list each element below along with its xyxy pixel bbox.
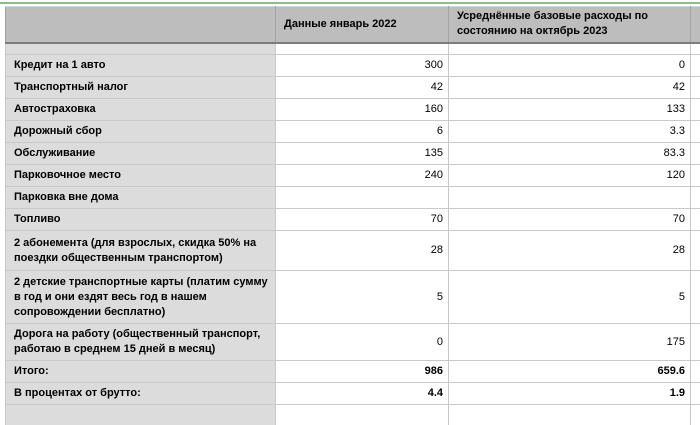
row-label-cell[interactable]: В процентах от брутто: [6,383,276,405]
row-label-cell[interactable]: Парковка вне дома [6,187,276,209]
row-label-cell[interactable]: 2 абонемента (для взрослых, скидка 50% на поездки общественным транспортом) [6,231,276,271]
value-cell-jan-2022[interactable] [276,187,449,209]
value-cell-oct-2023[interactable]: 3.3 [449,121,691,143]
value-cell-jan-2022[interactable]: 42 [276,77,449,99]
filler-cell[interactable] [691,43,700,55]
value-cell-jan-2022[interactable]: 4.4 [276,383,449,405]
value-cell-oct-2023[interactable] [449,187,691,209]
value-cell-oct-2023[interactable]: 70 [449,209,691,231]
value-cell-oct-2023[interactable]: 0 [449,55,691,77]
value-cell-oct-2023[interactable]: 175 [449,324,691,361]
row-label-cell[interactable]: Дорожный сбор [6,121,276,143]
row-label-cell[interactable]: Автостраховка [6,99,276,121]
filler-cell[interactable] [691,209,700,231]
partial-cell[interactable] [449,405,691,425]
filler-cell[interactable] [691,99,700,121]
table-row [6,55,700,77]
table-row [6,209,700,231]
value-cell-oct-2023[interactable]: 120 [449,165,691,187]
value-cell-jan-2022[interactable]: 5 [276,271,449,324]
value-cell-oct-2023[interactable]: 133 [449,99,691,121]
spacer-cell[interactable] [276,43,449,55]
filler-cell[interactable] [691,143,700,165]
row-label-cell[interactable]: Обслуживание [6,143,276,165]
row-label-cell[interactable]: 2 детские транспортные карты (платим сумму в год и они ездят весь год в нашем сопровождении бесплатно) [6,271,276,324]
filler-cell[interactable] [691,361,700,383]
table-row [6,121,700,143]
table-row [6,143,700,165]
expenses-table [5,6,700,425]
value-cell-jan-2022[interactable]: 28 [276,231,449,271]
filler-cell[interactable] [691,383,700,405]
value-cell-jan-2022[interactable]: 70 [276,209,449,231]
filler-header-cell[interactable] [691,7,700,43]
row-label-cell[interactable]: Кредит на 1 авто [6,55,276,77]
filler-cell[interactable] [691,324,700,361]
filler-cell[interactable] [691,121,700,143]
row-label-cell[interactable]: Парковочное место [6,165,276,187]
value-cell-oct-2023[interactable]: 1.9 [449,383,691,405]
row-label-cell[interactable]: Дорога на работу (общественный транспорт, работаю в среднем 15 дней в месяц) [6,324,276,361]
value-cell-jan-2022[interactable]: 0 [276,324,449,361]
value-cell-oct-2023[interactable]: 5 [449,271,691,324]
header-row [6,7,700,43]
spacer-row [6,43,700,55]
filler-cell[interactable] [691,55,700,77]
spacer-cell[interactable] [449,43,691,55]
value-cell-oct-2023[interactable]: 28 [449,231,691,271]
table-row [6,231,700,271]
value-cell-oct-2023[interactable]: 83.3 [449,143,691,165]
sheet-accent-line [0,2,700,4]
value-cell-jan-2022[interactable]: 300 [276,55,449,77]
table-row [6,271,700,324]
value-cell-oct-2023[interactable]: 42 [449,77,691,99]
table-row [6,187,700,209]
value-cell-jan-2022[interactable]: 160 [276,99,449,121]
filler-cell[interactable] [691,77,700,99]
table-row [6,165,700,187]
percent-of-gross-row [6,383,700,405]
value-cell-jan-2022[interactable]: 240 [276,165,449,187]
corner-header-cell[interactable] [6,7,276,43]
filler-cell[interactable] [691,271,700,324]
column-header-oct-2023[interactable]: Усреднённые базовые расходы по состоянию на октябрь 2023 [449,7,691,43]
totals-row [6,361,700,383]
value-cell-oct-2023[interactable]: 659.6 [449,361,691,383]
filler-cell[interactable] [691,231,700,271]
filler-cell[interactable] [691,187,700,209]
value-cell-jan-2022[interactable]: 986 [276,361,449,383]
filler-cell[interactable] [691,165,700,187]
row-label-cell[interactable]: Топливо [6,209,276,231]
row-label-cell[interactable]: Транспортный налог [6,77,276,99]
table-row [6,324,700,361]
partial-label-cell[interactable] [6,405,276,425]
partial-cell[interactable] [276,405,449,425]
partial-row [6,405,700,425]
row-label-cell[interactable]: Итого: [6,361,276,383]
value-cell-jan-2022[interactable]: 6 [276,121,449,143]
table-row [6,77,700,99]
table-row [6,99,700,121]
filler-cell[interactable] [691,405,700,425]
spacer-label-cell[interactable] [6,43,276,55]
value-cell-jan-2022[interactable]: 135 [276,143,449,165]
column-header-jan-2022[interactable]: Данные январь 2022 [276,7,449,43]
